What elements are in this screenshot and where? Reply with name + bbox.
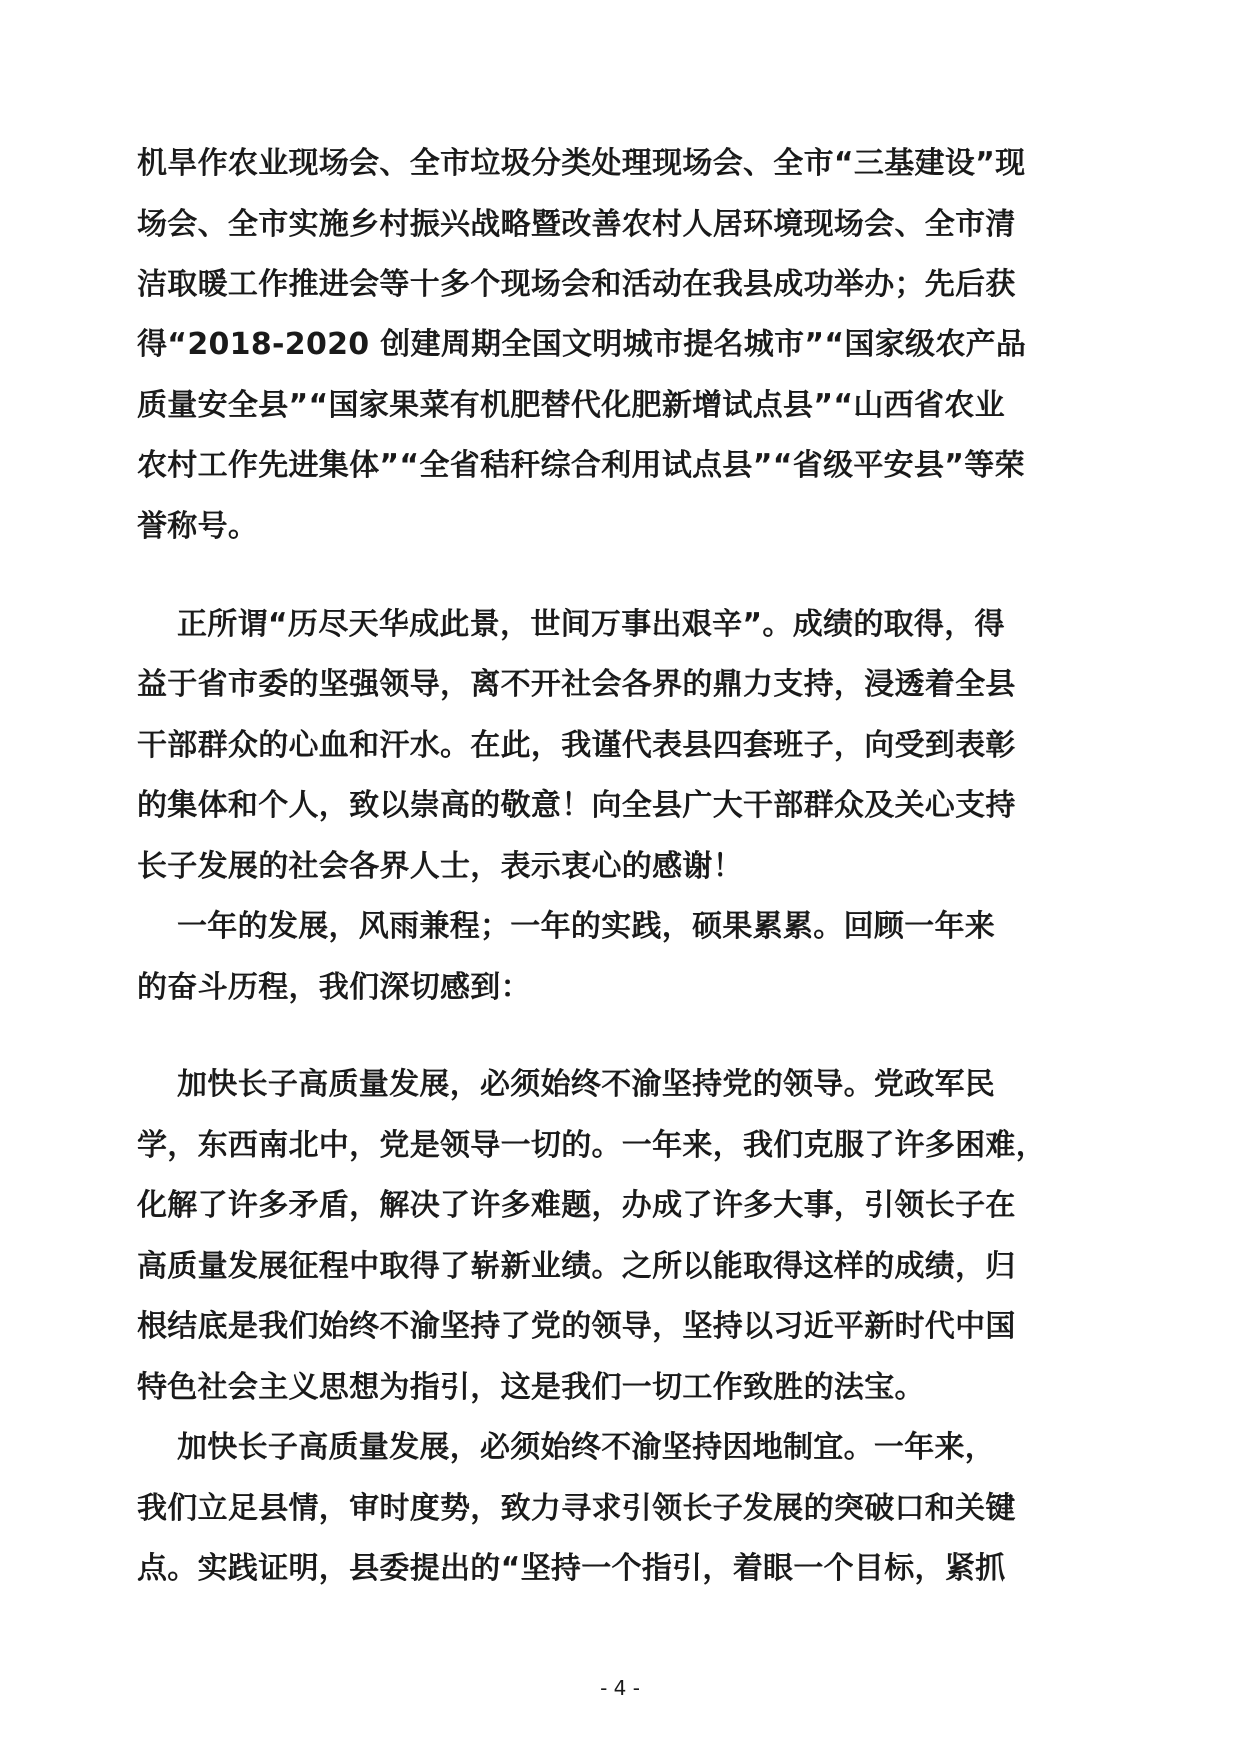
paragraph-line: 高质量发展征程中取得了崭新业绩。之所以能取得这样的成绩，归	[137, 1249, 1016, 1284]
paragraph-line: 学，东西南北中，党是领导一切的。一年来，我们克服了许多困难，	[137, 1128, 1046, 1163]
paragraph-line: 根结底是我们始终不渝坚持了党的领导，坚持以习近平新时代中国	[137, 1309, 1016, 1344]
paragraph-line: 一年的发展，风雨兼程；一年的实践，硕果累累。回顾一年来	[177, 909, 996, 944]
paragraph-line: 化解了许多矛盾，解决了许多难题，办成了许多大事，引领长子在	[137, 1188, 1016, 1223]
paragraph-line: 的奋斗历程，我们深切感到：	[137, 970, 531, 1005]
paragraph-line: 特色社会主义思想为指引，这是我们一切工作致胜的法宝。	[137, 1370, 925, 1405]
paragraph-line: 干部群众的心血和汗水。在此，我谨代表县四套班子，向受到表彰	[137, 728, 1016, 763]
paragraph-line: 的集体和个人，致以崇高的敬意！向全县广大干部群众及关心支持	[137, 788, 1016, 823]
paragraph-line: 长子发展的社会各界人士，表示衷心的感谢！	[137, 849, 743, 884]
paragraph-line: 我们立足县情，审时度势，致力寻求引领长子发展的突破口和关键	[137, 1491, 1016, 1526]
paragraph-line: 加快长子高质量发展，必须始终不渝坚持因地制宜。一年来，	[177, 1430, 996, 1465]
paragraph-line: 场会、全市实施乡村振兴战略暨改善农村人居环境现场会、全市清	[137, 207, 1016, 242]
paragraph-line: 正所谓“历尽天华成此景，世间万事出艰辛”。成绩的取得，得	[177, 607, 1005, 642]
paragraph-line: 加快长子高质量发展，必须始终不渝坚持党的领导。党政军民	[177, 1067, 996, 1102]
paragraph-line: 洁取暖工作推进会等十多个现场会和活动在我县成功举办；先后获	[137, 267, 1016, 302]
paragraph-line: 得“2018-2020 创建周期全国文明城市提名城市”“国家级农产品	[137, 327, 1027, 362]
paragraph-line: 机旱作农业现场会、全市垃圾分类处理现场会、全市“三基建设”现	[137, 146, 1026, 181]
page-number: - 4 -	[600, 1676, 640, 1700]
paragraph-line: 誉称号。	[137, 509, 259, 544]
paragraph-line: 农村工作先进集体”“全省秸秆综合利用试点县”“省级平安县”等荣	[137, 448, 1025, 483]
paragraph-line: 质量安全县”“国家果菜有机肥替代化肥新增试点县”“山西省农业	[137, 388, 1005, 423]
paragraph-line: 点。实践证明，县委提出的“坚持一个指引，着眼一个目标，紧抓	[137, 1551, 1006, 1586]
paragraph-line: 益于省市委的坚强领导，离不开社会各界的鼎力支持，浸透着全县	[137, 667, 1016, 702]
